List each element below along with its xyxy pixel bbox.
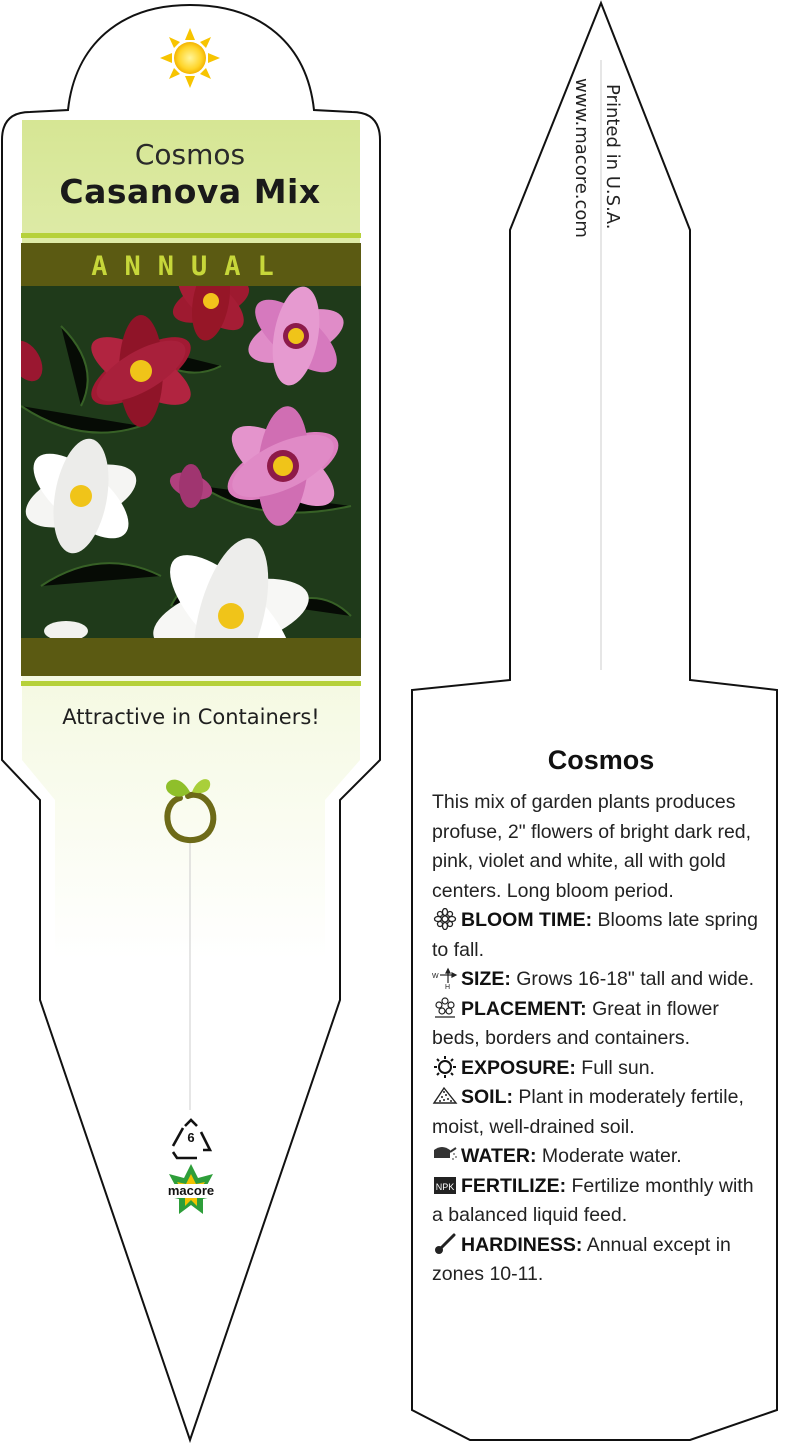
soil-row: SOIL: Plant in moderately fertile, moist, well-drained soil. <box>432 1086 744 1138</box>
tagline: Attractive in Containers! <box>62 705 320 729</box>
soil-icon <box>432 1085 458 1107</box>
plant-variety: Casanova Mix <box>59 172 321 211</box>
website-label: www.macore.com <box>571 78 592 238</box>
exposure-row: EXPOSURE: Full sun. <box>432 1054 762 1084</box>
sun-icon <box>160 28 220 88</box>
svg-text:H: H <box>445 984 451 989</box>
care-instructions <box>432 788 762 1290</box>
recycle-code-number: 6 <box>187 1130 195 1145</box>
placement-icon <box>432 997 458 1019</box>
svg-text:W: W <box>432 973 439 980</box>
sun-icon <box>432 1056 458 1078</box>
placement-row: PLACEMENT: Great in flower beds, borders and containers. <box>432 997 719 1049</box>
size-icon <box>432 967 458 989</box>
bloom-time-row: BLOOM TIME: Blooms late spring to fall. <box>432 909 758 961</box>
npk-icon <box>432 1174 458 1196</box>
plant-category: ANNUAL <box>91 251 291 282</box>
thermometer-icon <box>432 1233 458 1255</box>
size-row: W H SIZE: Grows 16-18" tall and wide. <box>432 968 755 990</box>
printed-in-label: Printed in U.S.A. <box>602 84 623 230</box>
water-row: WATER: Moderate water. <box>432 1142 762 1172</box>
brand-name: macore <box>167 1183 215 1198</box>
svg-text:NPK: NPK <box>435 1181 455 1192</box>
flower-photo <box>21 286 361 638</box>
care-title: Cosmos <box>547 745 655 775</box>
plant-genus: Cosmos <box>134 138 246 171</box>
hardiness-row: HARDINESS: Annual except in zones 10-11. <box>432 1233 731 1285</box>
flower-icon <box>432 908 458 930</box>
plant-description: This mix of garden plants produces profuse, 2" flowers of bright dark red, pink, violet and white, all with gold centers. Long bloom period. <box>432 791 752 902</box>
fertilize-row: NPK FERTILIZE: Fertilize monthly with a balanced liquid feed. <box>432 1174 754 1226</box>
watering-can-icon <box>432 1144 458 1166</box>
